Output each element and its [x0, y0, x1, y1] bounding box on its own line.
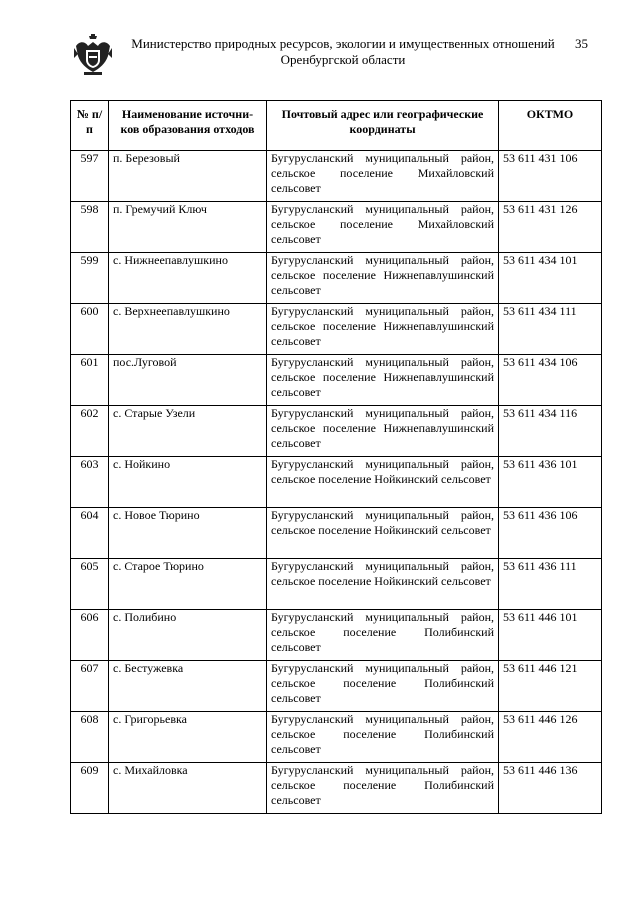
cell-oktmo: 53 611 446 136	[499, 763, 602, 814]
cell-oktmo: 53 611 434 116	[499, 406, 602, 457]
table-row	[71, 253, 602, 304]
cell-source-name: пос.Луговой	[109, 355, 267, 406]
cell-address: Бугурусланский муниципальный район, сельское поселение Полибинский сельсовет	[267, 763, 499, 814]
cell-source-name: п. Гремучий Ключ	[109, 202, 267, 253]
cell-number: 604	[71, 508, 109, 559]
column-header-oktmo: ОКТМО	[499, 101, 602, 151]
cell-oktmo: 53 611 446 121	[499, 661, 602, 712]
table-row	[71, 406, 602, 457]
ministry-line-2: Оренбургской области	[280, 52, 406, 67]
cell-source-name: с. Новое Тюрино	[109, 508, 267, 559]
cell-source-name: с. Верхнеепавлушкино	[109, 304, 267, 355]
table-row	[71, 202, 602, 253]
cell-oktmo: 53 611 436 111	[499, 559, 602, 610]
cell-address: Бугурусланский муниципальный район, сельское поселение Полибинский сельсовет	[267, 610, 499, 661]
cell-address: Бугурусланский муниципальный район, сельское поселение Нойкинский сельсовет	[267, 559, 499, 610]
cell-source-name: с. Нижнеепавлушкино	[109, 253, 267, 304]
table-row	[71, 151, 602, 202]
cell-number: 607	[71, 661, 109, 712]
cell-number: 597	[71, 151, 109, 202]
cell-address: Бугурусланский муниципальный район, сельское поселение Михайловский сельсовет	[267, 202, 499, 253]
cell-number: 602	[71, 406, 109, 457]
page-header	[0, 30, 640, 80]
table-body	[71, 151, 602, 814]
cell-number: 608	[71, 712, 109, 763]
cell-oktmo: 53 611 434 101	[499, 253, 602, 304]
cell-oktmo: 53 611 434 111	[499, 304, 602, 355]
table-row	[71, 508, 602, 559]
column-header-address: Почтовый адрес или географические координаты	[267, 101, 499, 151]
cell-address: Бугурусланский муниципальный район, сельское поселение Нижнепавлушинский сельсовет	[267, 355, 499, 406]
cell-address: Бугурусланский муниципальный район, сельское поселение Полибинский сельсовет	[267, 661, 499, 712]
cell-number: 600	[71, 304, 109, 355]
cell-oktmo: 53 611 446 126	[499, 712, 602, 763]
cell-oktmo: 53 611 446 101	[499, 610, 602, 661]
cell-number: 606	[71, 610, 109, 661]
cell-address: Бугурусланский муниципальный район, сельское поселение Нойкинский сельсовет	[267, 457, 499, 508]
coat-of-arms-icon	[72, 34, 114, 78]
cell-number: 609	[71, 763, 109, 814]
table-row	[71, 610, 602, 661]
cell-oktmo: 53 611 431 106	[499, 151, 602, 202]
table-row	[71, 712, 602, 763]
cell-address: Бугурусланский муниципальный район, сельское поселение Нижнепавлушинский сельсовет	[267, 406, 499, 457]
cell-source-name: с. Нойкино	[109, 457, 267, 508]
cell-source-name: с. Полибино	[109, 610, 267, 661]
table-row	[71, 304, 602, 355]
table-row	[71, 355, 602, 406]
cell-oktmo: 53 611 436 101	[499, 457, 602, 508]
cell-source-name: с. Старое Тюрино	[109, 559, 267, 610]
cell-source-name: п. Березовый	[109, 151, 267, 202]
cell-oktmo: 53 611 436 106	[499, 508, 602, 559]
cell-oktmo: 53 611 431 126	[499, 202, 602, 253]
cell-address: Бугурусланский муниципальный район, сельское поселение Полибинский сельсовет	[267, 712, 499, 763]
cell-number: 599	[71, 253, 109, 304]
cell-number: 603	[71, 457, 109, 508]
cell-source-name: с. Старые Узели	[109, 406, 267, 457]
page-number: 35	[575, 36, 588, 51]
table-header-row	[71, 101, 602, 151]
cell-address: Бугурусланский муниципальный район, сельское поселение Нижнепавлушинский сельсовет	[267, 253, 499, 304]
cell-source-name: с. Бестужевка	[109, 661, 267, 712]
cell-address: Бугурусланский муниципальный район, сельское поселение Михайловский сельсовет	[267, 151, 499, 202]
table-row	[71, 763, 602, 814]
ministry-line-1: Министерство природных ресурсов, экологии и имущественных отношений	[131, 36, 555, 51]
cell-address: Бугурусланский муниципальный район, сельское поселение Нижнепавлушинский сельсовет	[267, 304, 499, 355]
cell-source-name: с. Григорьевка	[109, 712, 267, 763]
cell-oktmo: 53 611 434 106	[499, 355, 602, 406]
table-row	[71, 559, 602, 610]
cell-number: 605	[71, 559, 109, 610]
cell-address: Бугурусланский муниципальный район, сельское поселение Нойкинский сельсовет	[267, 508, 499, 559]
cell-source-name: с. Михайловка	[109, 763, 267, 814]
ministry-title	[128, 36, 558, 68]
table-row	[71, 661, 602, 712]
column-header-number: № п/п	[71, 101, 109, 151]
table-row	[71, 457, 602, 508]
column-header-name: Наименование источни-ков образования отходов	[109, 101, 267, 151]
cell-number: 598	[71, 202, 109, 253]
waste-sources-table	[70, 100, 602, 814]
cell-number: 601	[71, 355, 109, 406]
